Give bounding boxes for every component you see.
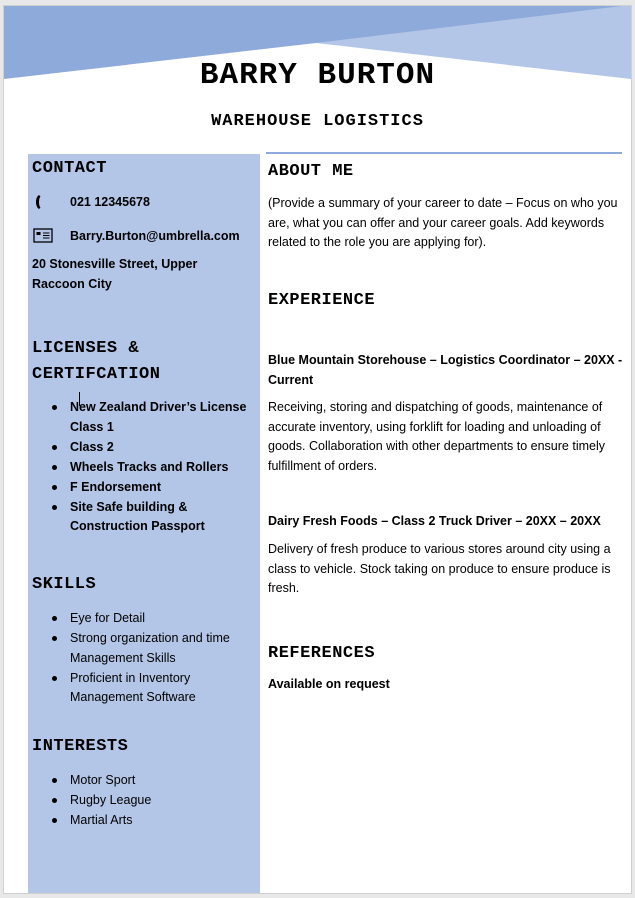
skill-item: Eye for Detail (70, 611, 146, 625)
references-heading: REFERENCES (268, 644, 376, 663)
bullet-icon (52, 676, 57, 681)
license-item: F Endorsement (70, 479, 161, 494)
skills-heading: SKILLS (32, 575, 97, 594)
licenses-list (32, 398, 254, 537)
skills-list (32, 609, 254, 708)
email-address[interactable]: Barry.Burton@umbrella.com (70, 229, 240, 243)
interests-heading: INTERESTS (32, 737, 129, 756)
list-item (32, 438, 254, 458)
candidate-name: BARRY BURTON (199, 58, 436, 93)
licenses-heading-line1: LICENSES & (32, 339, 140, 358)
bullet-icon (52, 465, 57, 470)
address: 20 Stonesville Street, Upper Raccoon City (32, 257, 198, 291)
bullet-icon (52, 485, 57, 490)
bullet-icon (52, 798, 57, 803)
list-item (32, 811, 254, 831)
bullet-icon (52, 778, 57, 783)
list-item (32, 478, 254, 498)
email-row (32, 226, 258, 246)
resume-page (3, 5, 632, 894)
list-item (32, 609, 254, 629)
list-item (32, 669, 254, 708)
experience-heading: EXPERIENCE (268, 291, 376, 310)
candidate-role: WAREHOUSE LOGISTICS (211, 112, 424, 131)
interest-item: Motor Sport (70, 773, 136, 787)
license-item: New Zealand Driver’s License Class 1 (70, 400, 247, 434)
skill-item: Proficient in Inventory Management Software (70, 670, 196, 704)
licenses-heading-line2: CERTIFCATION (32, 365, 161, 384)
list-item (32, 629, 254, 668)
license-item: Site Safe building & Construction Passport (70, 499, 205, 533)
about-heading: ABOUT ME (268, 162, 354, 181)
phone-row (32, 192, 258, 212)
references-text: Available on request (268, 677, 390, 691)
list-item (32, 398, 254, 437)
about-text: (Provide a summary of your career to date – Focus on who you are, what you can offer and your career goals. Add keywords related to the role you are applying for). (268, 196, 618, 249)
interest-item: Martial Arts (70, 813, 133, 827)
list-item (32, 498, 254, 537)
phone-icon (32, 192, 54, 212)
phone-number[interactable]: 021 12345678 (70, 195, 150, 209)
bullet-icon (52, 616, 57, 621)
bullet-icon (52, 818, 57, 823)
interests-list (32, 771, 254, 831)
job-title: Dairy Fresh Foods – Class 2 Truck Driver – 20XX – 20XX (268, 514, 601, 528)
bullet-icon (52, 636, 57, 641)
list-item (32, 791, 254, 811)
contact-heading: CONTACT (32, 159, 107, 178)
envelope-icon (32, 226, 54, 246)
license-item: Class 2 (70, 439, 114, 454)
list-item (32, 771, 254, 791)
job-description: Delivery of fresh produce to various stores around city using a class to vehicle. Stock taking on produce to ensure produce is fresh. (268, 542, 611, 595)
header-divider (266, 152, 622, 154)
bullet-icon (52, 405, 57, 410)
job-title: Blue Mountain Storehouse – Logistics Coordinator – 20XX - Current (268, 353, 623, 387)
skill-item: Strong organization and time Management Skills (70, 631, 230, 665)
bullet-icon (52, 445, 57, 450)
bullet-icon (52, 505, 57, 510)
list-item (32, 458, 254, 478)
interest-item: Rugby League (70, 793, 152, 807)
job-description: Receiving, storing and dispatching of goods, maintenance of accurate inventory, using forklift for loading and unloading of goods. Collaboration with other departments to ensure timely fulfillment of orders. (268, 400, 605, 473)
license-item: Wheels Tracks and Rollers (70, 459, 229, 474)
